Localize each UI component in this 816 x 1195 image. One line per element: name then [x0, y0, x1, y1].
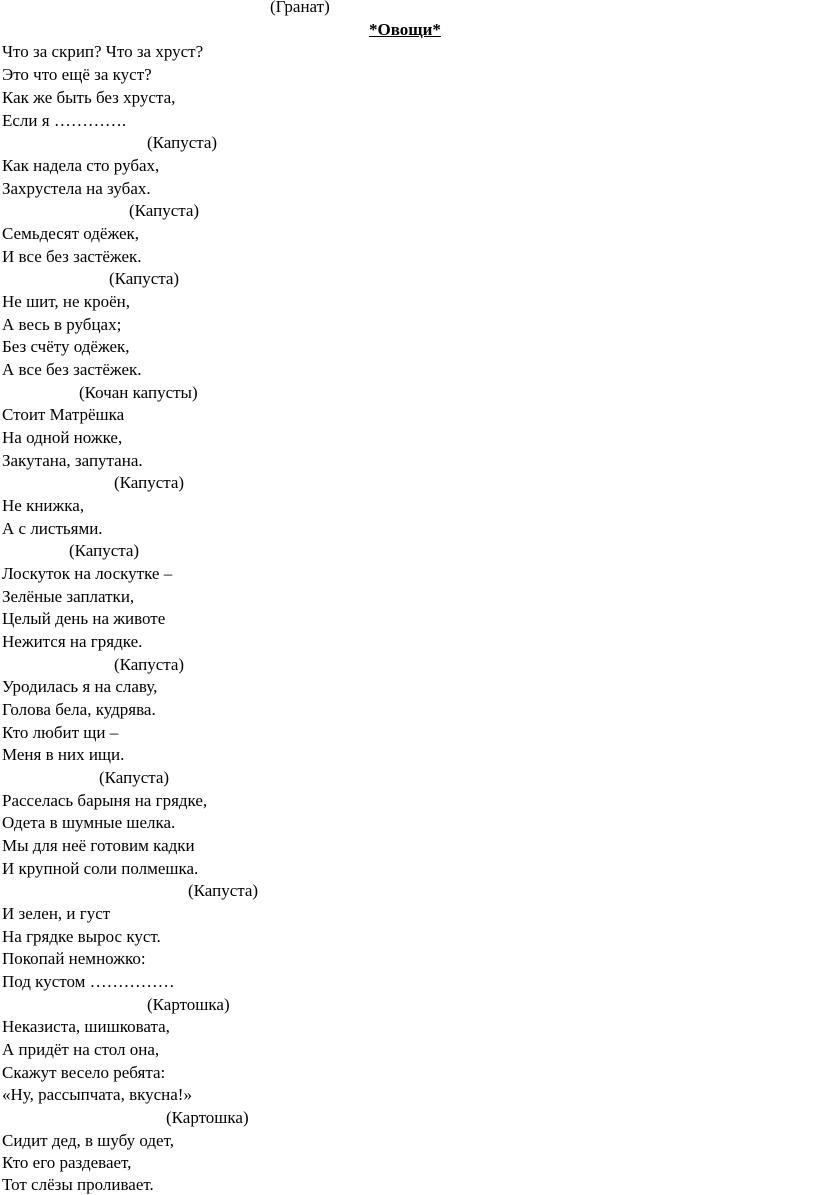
- verse-line: Лоскуток на лоскутке –: [2, 564, 173, 583]
- verse-line: Одета в шумные шелка.: [2, 813, 176, 832]
- verse-line: На грядке вырос куст.: [2, 927, 161, 946]
- verse-line: Как надела сто рубах,: [2, 156, 160, 175]
- verse-line: Голова бела, кудрява.: [2, 700, 156, 719]
- verse-line: «Ну, рассыпчата, вкусна!»: [2, 1085, 192, 1104]
- riddle-answer: (Гранат): [270, 0, 330, 16]
- verse-line: Семьдесят одёжек,: [2, 224, 140, 243]
- riddle-answer: (Капуста): [129, 201, 200, 220]
- riddle-answer: (Картошка): [166, 1108, 249, 1127]
- verse-line: Стоит Матрёшка: [2, 405, 125, 424]
- riddle-answer: (Капуста): [69, 541, 140, 560]
- riddle-answer: (Картошка): [147, 995, 230, 1014]
- verse-line: Покопай немножко:: [2, 949, 146, 968]
- verse-line: Нежится на грядке.: [2, 632, 143, 651]
- riddle-answer: (Капуста): [99, 768, 170, 787]
- verse-line: Под кустом ……………: [2, 972, 175, 991]
- verse-line: А с листьями.: [2, 519, 103, 538]
- verse-line: И крупной соли полмешка.: [2, 859, 199, 878]
- verse-line: Скажут весело ребята:: [2, 1063, 166, 1082]
- verse-line: Кто его раздевает,: [2, 1153, 132, 1172]
- verse-line: А весь в рубцах;: [2, 315, 122, 334]
- verse-line: А все без застёжек.: [2, 360, 142, 379]
- verse-line: Кто любит щи –: [2, 723, 119, 742]
- verse-line: Тот слёзы проливает.: [2, 1175, 154, 1194]
- verse-line: Мы для неё готовим кадки: [2, 836, 195, 855]
- section-heading: *Овощи*: [369, 20, 441, 39]
- verse-line: Без счёту одёжек,: [2, 337, 130, 356]
- verse-line: Меня в них ищи.: [2, 745, 125, 764]
- verse-line: И зелен, и густ: [2, 904, 111, 923]
- riddle-answer: (Кочан капусты): [79, 383, 198, 402]
- riddle-answer: (Капуста): [188, 881, 259, 900]
- riddle-answer: (Капуста): [109, 269, 180, 288]
- verse-line: Неказиста, шишковата,: [2, 1017, 170, 1036]
- riddle-answer: (Капуста): [114, 473, 185, 492]
- verse-line: А придёт на стол она,: [2, 1040, 160, 1059]
- verse-line: Закутана, запутана.: [2, 451, 143, 470]
- riddle-answer: (Капуста): [114, 655, 185, 674]
- verse-line: Сидит дед, в шубу одет,: [2, 1131, 174, 1150]
- verse-line: Если я ………….: [2, 111, 127, 130]
- verse-line: Захрустела на зубах.: [2, 179, 151, 198]
- verse-line: Зелёные заплатки,: [2, 587, 135, 606]
- verse-line: Расселась барыня на грядке,: [2, 791, 208, 810]
- verse-line: На одной ножке,: [2, 428, 123, 447]
- verse-line: Целый день на животе: [2, 609, 166, 628]
- verse-line: Это что ещё за куст?: [2, 65, 152, 84]
- verse-line: И все без застёжек.: [2, 247, 142, 266]
- riddle-answer: (Капуста): [147, 133, 218, 152]
- verse-line: Как же быть без хруста,: [2, 88, 176, 107]
- verse-line: Уродилась я на славу,: [2, 677, 158, 696]
- verse-line: Не книжка,: [2, 496, 85, 515]
- verse-line: Что за скрип? Что за хруст?: [2, 42, 204, 61]
- verse-line: Не шит, не кроён,: [2, 292, 130, 311]
